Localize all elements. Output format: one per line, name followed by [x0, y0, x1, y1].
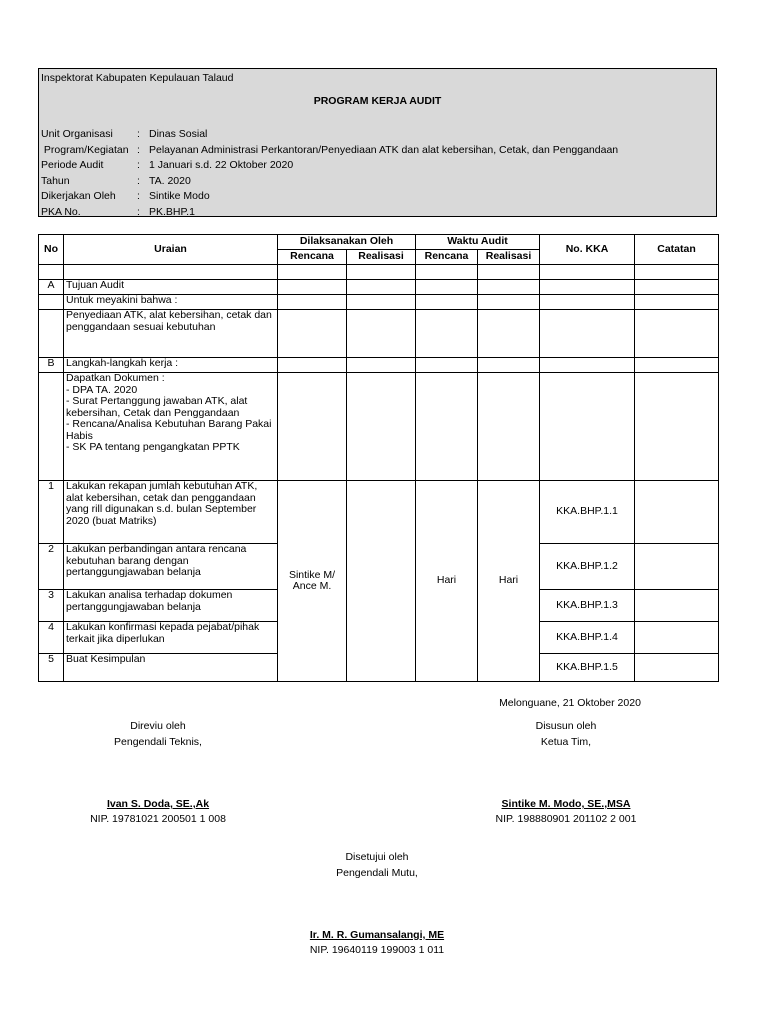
row-number: 3: [39, 590, 64, 622]
author-signature-block: [466, 720, 666, 825]
approver-position: Pengendali Mutu,: [336, 867, 418, 879]
row-number: B: [39, 358, 64, 373]
col-header-realisasi: Realisasi: [478, 250, 540, 265]
kka-number: KKA.BHP.1.5: [540, 654, 635, 682]
table-header-row: [39, 235, 719, 250]
col-header-rencana: Rencana: [416, 250, 478, 265]
list-item: - DPA TA. 2020: [66, 383, 138, 396]
author-position: Ketua Tim,: [540, 736, 592, 748]
col-header-dilaksanakan: Dilaksanakan Oleh: [278, 235, 416, 250]
col-header-uraian: Uraian: [64, 235, 278, 265]
reviewer-role: Direviu oleh: [130, 720, 186, 732]
approver-name: Ir. M. R. Gumansalangi, ME: [309, 929, 445, 941]
row-text: Penyediaan ATK, alat kebersihan, cetak dan penggandaan sesuai kebutuhan: [64, 310, 278, 358]
document-header: [38, 68, 717, 217]
document-title: PROGRAM KERJA AUDIT: [313, 95, 442, 107]
pelaksana-cell: Sintike M/ Ance M.: [278, 481, 347, 682]
meta-colon: :: [137, 143, 140, 156]
kka-number: KKA.BHP.1.4: [540, 622, 635, 654]
author-name: Sintike M. Modo, SE.,MSA: [501, 798, 631, 810]
meta-label: Dikerjakan Oleh: [41, 190, 116, 202]
meta-value: TA. 2020: [149, 174, 191, 187]
meta-value: Pelayanan Administrasi Perkantoran/Penyediaan ATK dan alat kebersihan, Cetak, dan Penggandaan: [149, 143, 619, 156]
document-list: [64, 373, 278, 481]
list-item: - Rencana/Analisa Kebutuhan Barang Pakai Habis: [66, 418, 272, 442]
meta-colon: :: [137, 128, 140, 140]
table-row-documents: [39, 373, 719, 481]
row-text: Untuk meyakini bahwa :: [64, 295, 278, 310]
row-text: Lakukan konfirmasi kepada pejabat/pihak terkait jika diperlukan: [64, 622, 278, 654]
col-header-kka: No. KKA: [540, 235, 635, 265]
list-item: - SK PA tentang pengangkatan PPTK: [66, 441, 240, 453]
place-date: Melonguane, 21 Oktober 2020: [499, 697, 641, 709]
approver-nip: NIP. 19640119 199003 1 011: [309, 944, 445, 956]
table-row-section-b: [39, 358, 719, 373]
table-row-section-a: [39, 280, 719, 295]
reviewer-position: Pengendali Teknis,: [114, 736, 202, 748]
col-header-waktu: Waktu Audit: [416, 235, 540, 250]
col-header-realisasi: Realisasi: [347, 250, 416, 265]
kka-number: KKA.BHP.1.3: [540, 590, 635, 622]
meta-value: Sintike Modo: [149, 190, 210, 202]
meta-value: Dinas Sosial: [149, 128, 208, 140]
list-item: - Surat Pertanggung jawaban ATK, alat kebersihan, Cetak dan Penggandaan: [66, 395, 248, 419]
meta-value: PK.BHP.1: [149, 205, 195, 218]
reviewer-signature-block: [58, 720, 258, 825]
row-number: 2: [39, 544, 64, 590]
section-title: Tujuan Audit: [64, 280, 278, 295]
row-text: Buat Kesimpulan: [64, 654, 278, 682]
waktu-rencana-cell: Hari: [416, 481, 478, 682]
table-row-empty: [39, 265, 719, 280]
table-row: [39, 310, 719, 358]
meta-colon: :: [137, 205, 140, 218]
row-text: Lakukan perbandingan antara rencana kebutuhan barang dengan pertanggungjawaban belanja: [64, 544, 278, 590]
meta-value: 1 Januari s.d. 22 Oktober 2020: [149, 159, 294, 171]
meta-colon: :: [137, 190, 140, 202]
meta-label: PKA No.: [41, 205, 81, 218]
approver-signature-block: [277, 851, 477, 956]
meta-label: Tahun: [41, 174, 70, 187]
author-role: Disusun oleh: [535, 720, 597, 732]
table-row-step: [39, 481, 719, 544]
col-header-rencana: Rencana: [278, 250, 347, 265]
col-header-catatan: Catatan: [635, 235, 719, 265]
table-row: [39, 295, 719, 310]
kka-number: KKA.BHP.1.1: [540, 481, 635, 544]
organization-name: Inspektorat Kabupaten Kepulauan Talaud: [41, 72, 234, 84]
row-number: A: [39, 280, 64, 295]
row-text: Lakukan rekapan jumlah kebutuhan ATK, alat kebersihan, cetak dan penggandaan yang rill digunakan s.d. bulan September 2020 (buat Matriks): [64, 481, 278, 544]
list-item: Dapatkan Dokumen :: [66, 372, 165, 384]
row-number: 5: [39, 654, 64, 682]
author-nip: NIP. 198880901 201102 2 001: [495, 813, 637, 825]
meta-label: Periode Audit: [41, 159, 104, 171]
meta-colon: :: [137, 159, 140, 171]
waktu-realisasi-cell: Hari: [478, 481, 540, 682]
row-number: 4: [39, 622, 64, 654]
audit-program-table: [38, 234, 719, 682]
reviewer-name: Ivan S. Doda, SE.,Ak: [106, 798, 210, 810]
kka-number: KKA.BHP.1.2: [540, 544, 635, 590]
row-number: 1: [39, 481, 64, 544]
section-title: Langkah-langkah kerja :: [64, 358, 278, 373]
meta-label: Program/Kegiatan: [41, 143, 129, 156]
meta-label: Unit Organisasi: [41, 128, 113, 140]
col-header-no: No: [39, 235, 64, 265]
row-text: Lakukan analisa terhadap dokumen pertanggungjawaban belanja: [64, 590, 278, 622]
reviewer-nip: NIP. 19781021 200501 1 008: [90, 813, 226, 825]
meta-colon: :: [137, 174, 140, 187]
approver-role: Disetujui oleh: [345, 851, 409, 863]
